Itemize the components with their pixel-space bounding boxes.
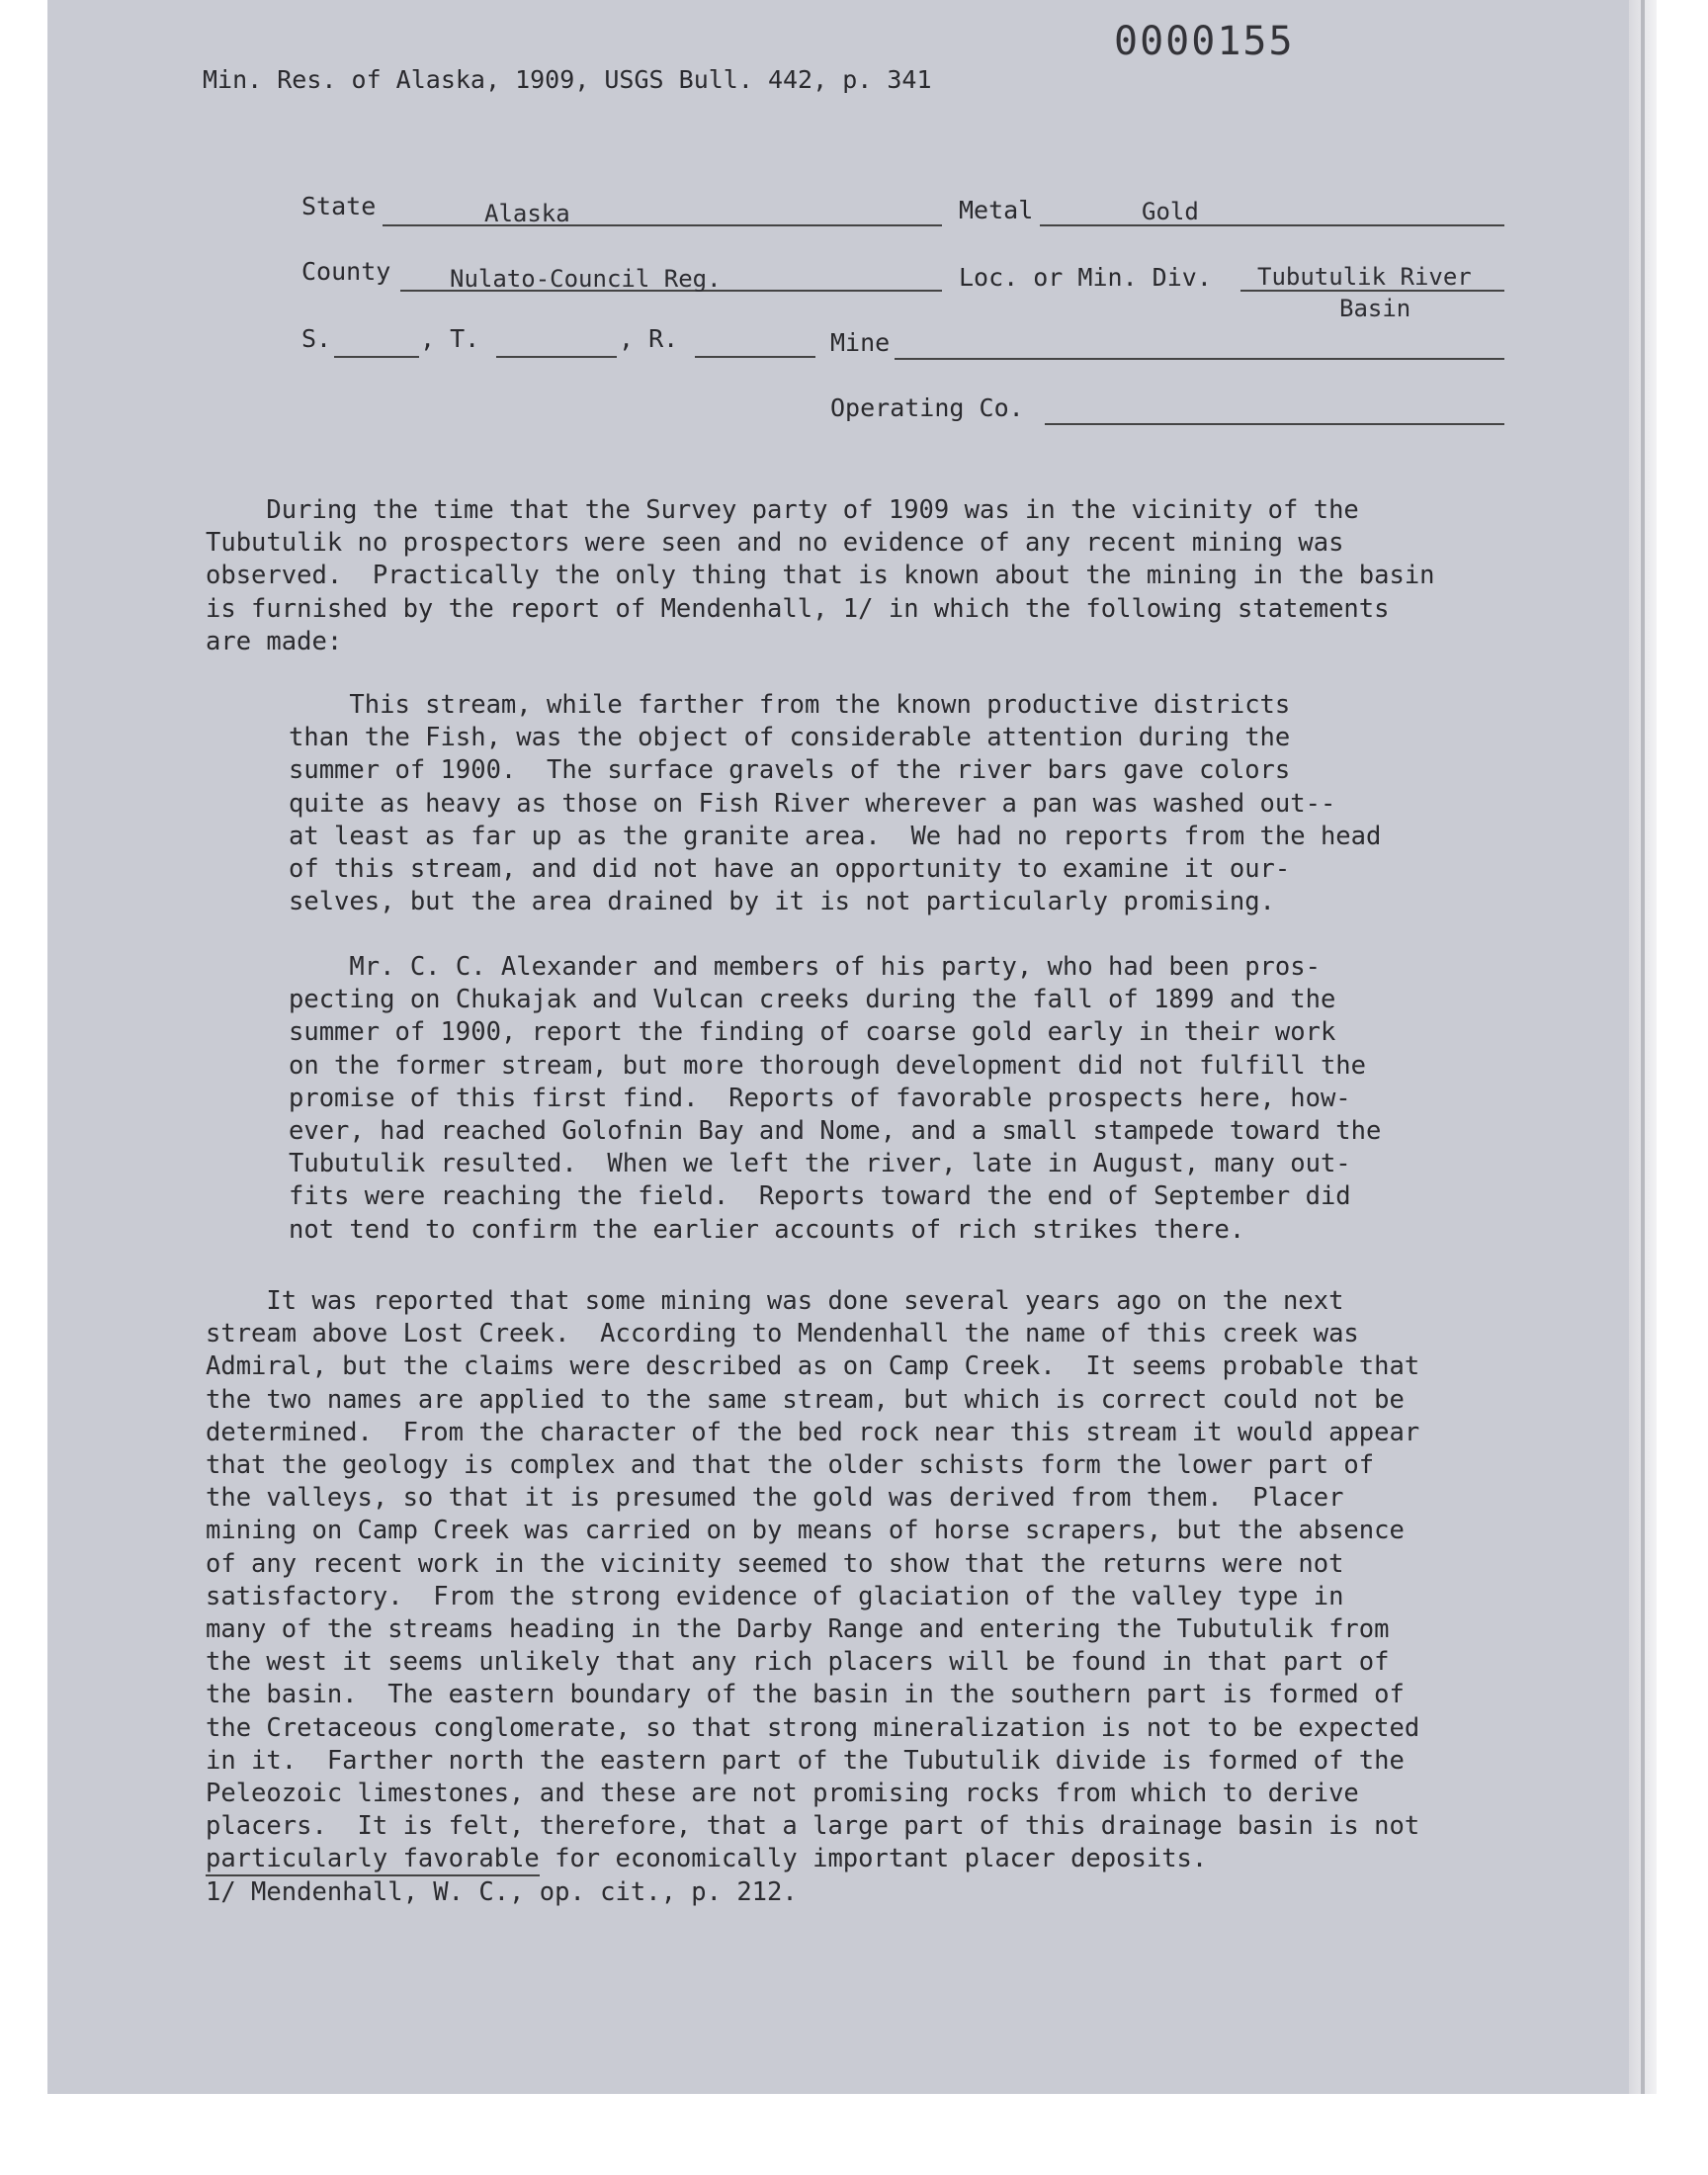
document-number-stamp: 0000155 xyxy=(1114,19,1295,64)
state-underline xyxy=(383,224,942,226)
metal-value: Gold xyxy=(1142,198,1199,225)
operating-co-label: Operating Co. xyxy=(830,393,1024,422)
locdiv-value-line2: Basin xyxy=(1339,295,1411,322)
county-value: Nulato-Council Reg. xyxy=(450,265,722,293)
range-label: , R. xyxy=(619,324,679,353)
range-underline xyxy=(695,356,815,358)
township-label: , T. xyxy=(420,324,480,353)
discussion-paragraph: It was reported that some mining was done several years ago on the next stream above Lost Creek. According to Mendenhall the name of this creek was Admiral, but the claims were described as on Camp Creek. It seems probable that the two names are applied to the same stream, but which is correct could not be determined. From the character of the bed rock near this stream it would appear that the geology is complex and that the older schists form the lower part of the valleys, so that it is presumed the gold was derived from them. Placer mining on Camp Creek was carried on by means of horse scrapers, but the absence of any recent work in the vicinity seemed to show that the returns were not satisfactory. From the strong evidence of glaciation of the valley type in many of the streams heading in the Darby Range and entering the Tubutulik from the west it seems unlikely that any rich placers will be found in that part of the basin. The eastern boundary of the basin in the southern part is formed of the Cretaceous conglomerate, so that strong mineralization is not to be expected in it. Farther north the eastern part of the Tubutulik divide is formed of the Peleozoic limestones, and these are not promising rocks from which to derive placers. It is felt, therefore, that a large part of this drainage basin is not particularly favorable for economically important placer deposits. xyxy=(206,1286,1420,1874)
section-underline xyxy=(334,356,419,358)
metal-label: Metal xyxy=(959,196,1034,224)
locdiv-value-line1: Tubutulik River xyxy=(1257,263,1472,291)
mine-underline xyxy=(895,358,1504,360)
state-value: Alaska xyxy=(484,200,570,227)
metal-underline xyxy=(1040,224,1504,226)
citation-header: Min. Res. of Alaska, 1909, USGS Bull. 442, p. 341 xyxy=(203,65,932,94)
page-edge-shadow xyxy=(1641,0,1645,2094)
section-label: S. xyxy=(301,324,332,353)
operating-co-underline xyxy=(1045,423,1504,425)
quoted-paragraph-1: This stream, while farther from the known productive districts than the Fish, was the object of considerable attention during the summer of 1900. The surface gravels of the river bars gave colors quite as heavy as those on Fish River wherever a pan was washed out-- at least as far up as the granite area. We had no reports from the head of this stream, and did not have an opportunity to examine it our- selves, but the area drained by it is not particularly promising. xyxy=(289,690,1382,917)
intro-paragraph: During the time that the Survey party of 1909 was in the vicinity of the Tubutulik no prospectors were seen and no evidence of any recent mining was observed. Practically the only thing that is known about the mining in the basin is furnished by the report of Mendenhall, 1/ in which the following statements are made: xyxy=(206,495,1435,656)
locdiv-label: Loc. or Min. Div. xyxy=(959,263,1212,292)
state-label: State xyxy=(301,192,377,220)
mine-label: Mine xyxy=(830,328,891,357)
footnote: 1/ Mendenhall, W. C., op. cit., p. 212. xyxy=(206,1877,798,1907)
quoted-paragraph-2: Mr. C. C. Alexander and members of his party, who had been pros- pecting on Chukajak and Vulcan creeks during the fall of 1899 and the summer of 1900, report the finding of coarse gold early in their work on the former stream, but more thorough development did not fulfill the promise of this first find. Reports of favorable prospects here, how- ever, had reached Golofnin Bay and Nome, and a small stampede toward the Tubutulik resulted. When we left the river, late in August, many out- fits were reaching the field. Reports toward the end of September did not tend to confirm the earlier accounts of rich strikes there. xyxy=(289,952,1382,1245)
county-label: County xyxy=(301,257,391,286)
township-underline xyxy=(496,356,617,358)
